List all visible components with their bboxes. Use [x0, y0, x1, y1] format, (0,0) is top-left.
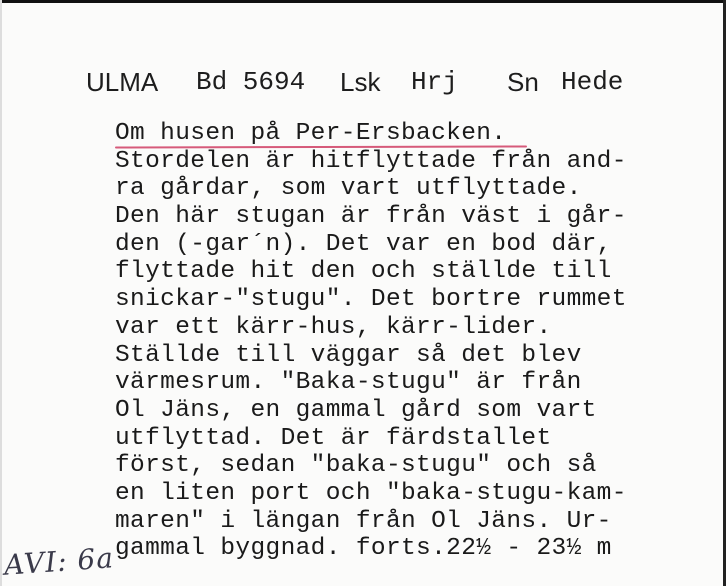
district-code: Hrj — [411, 67, 458, 97]
place-name: Hede — [561, 67, 624, 97]
text-line: Om husen på Per-Ersbacken. — [115, 120, 507, 147]
province-code: Lsk — [340, 67, 381, 97]
card-top-edge — [0, 0, 726, 3]
text-line: en liten port och "baka-stugu-kam- — [115, 479, 627, 507]
text-line: gammal byggnad. forts.22½ - 23½ m — [115, 535, 612, 563]
volume-number: Bd 5694 — [196, 67, 306, 97]
card-left-edge — [0, 0, 2, 586]
card-header — [86, 64, 706, 100]
archive-code: ULMA — [86, 67, 159, 97]
text-line: värmesrum. "Baka-stugu" är från — [115, 369, 582, 397]
text-line: flyttade hit den och ställde till — [115, 258, 612, 286]
text-line: Ol Jäns, en gammal gård som vart — [115, 396, 597, 424]
handwritten-reference: AVI: 6a — [2, 541, 115, 582]
parish-label: Sn — [507, 67, 539, 97]
text-line: snickar-"stugu". Det bortre rummet — [115, 286, 627, 314]
text-line: först, sedan "baka-stugu" och så — [115, 452, 597, 480]
text-line: utflyttad. Det är färdstallet — [115, 424, 552, 452]
text-line: Ställde till väggar så det blev — [115, 341, 582, 369]
text-line: Stordelen är hitflyttade från and- — [115, 147, 627, 175]
text-line: var ett kärr-hus, kärr-lider. — [115, 313, 552, 341]
text-line: den (-gar´n). Det var en bod där, — [115, 230, 612, 258]
text-line: ra gårdar, som vart utflyttade. — [115, 175, 582, 203]
text-line: maren" i längan från Ol Jäns. Ur- — [115, 507, 612, 535]
text-line: Den här stugan är från väst i går- — [115, 203, 627, 231]
card-body-text — [115, 120, 715, 563]
